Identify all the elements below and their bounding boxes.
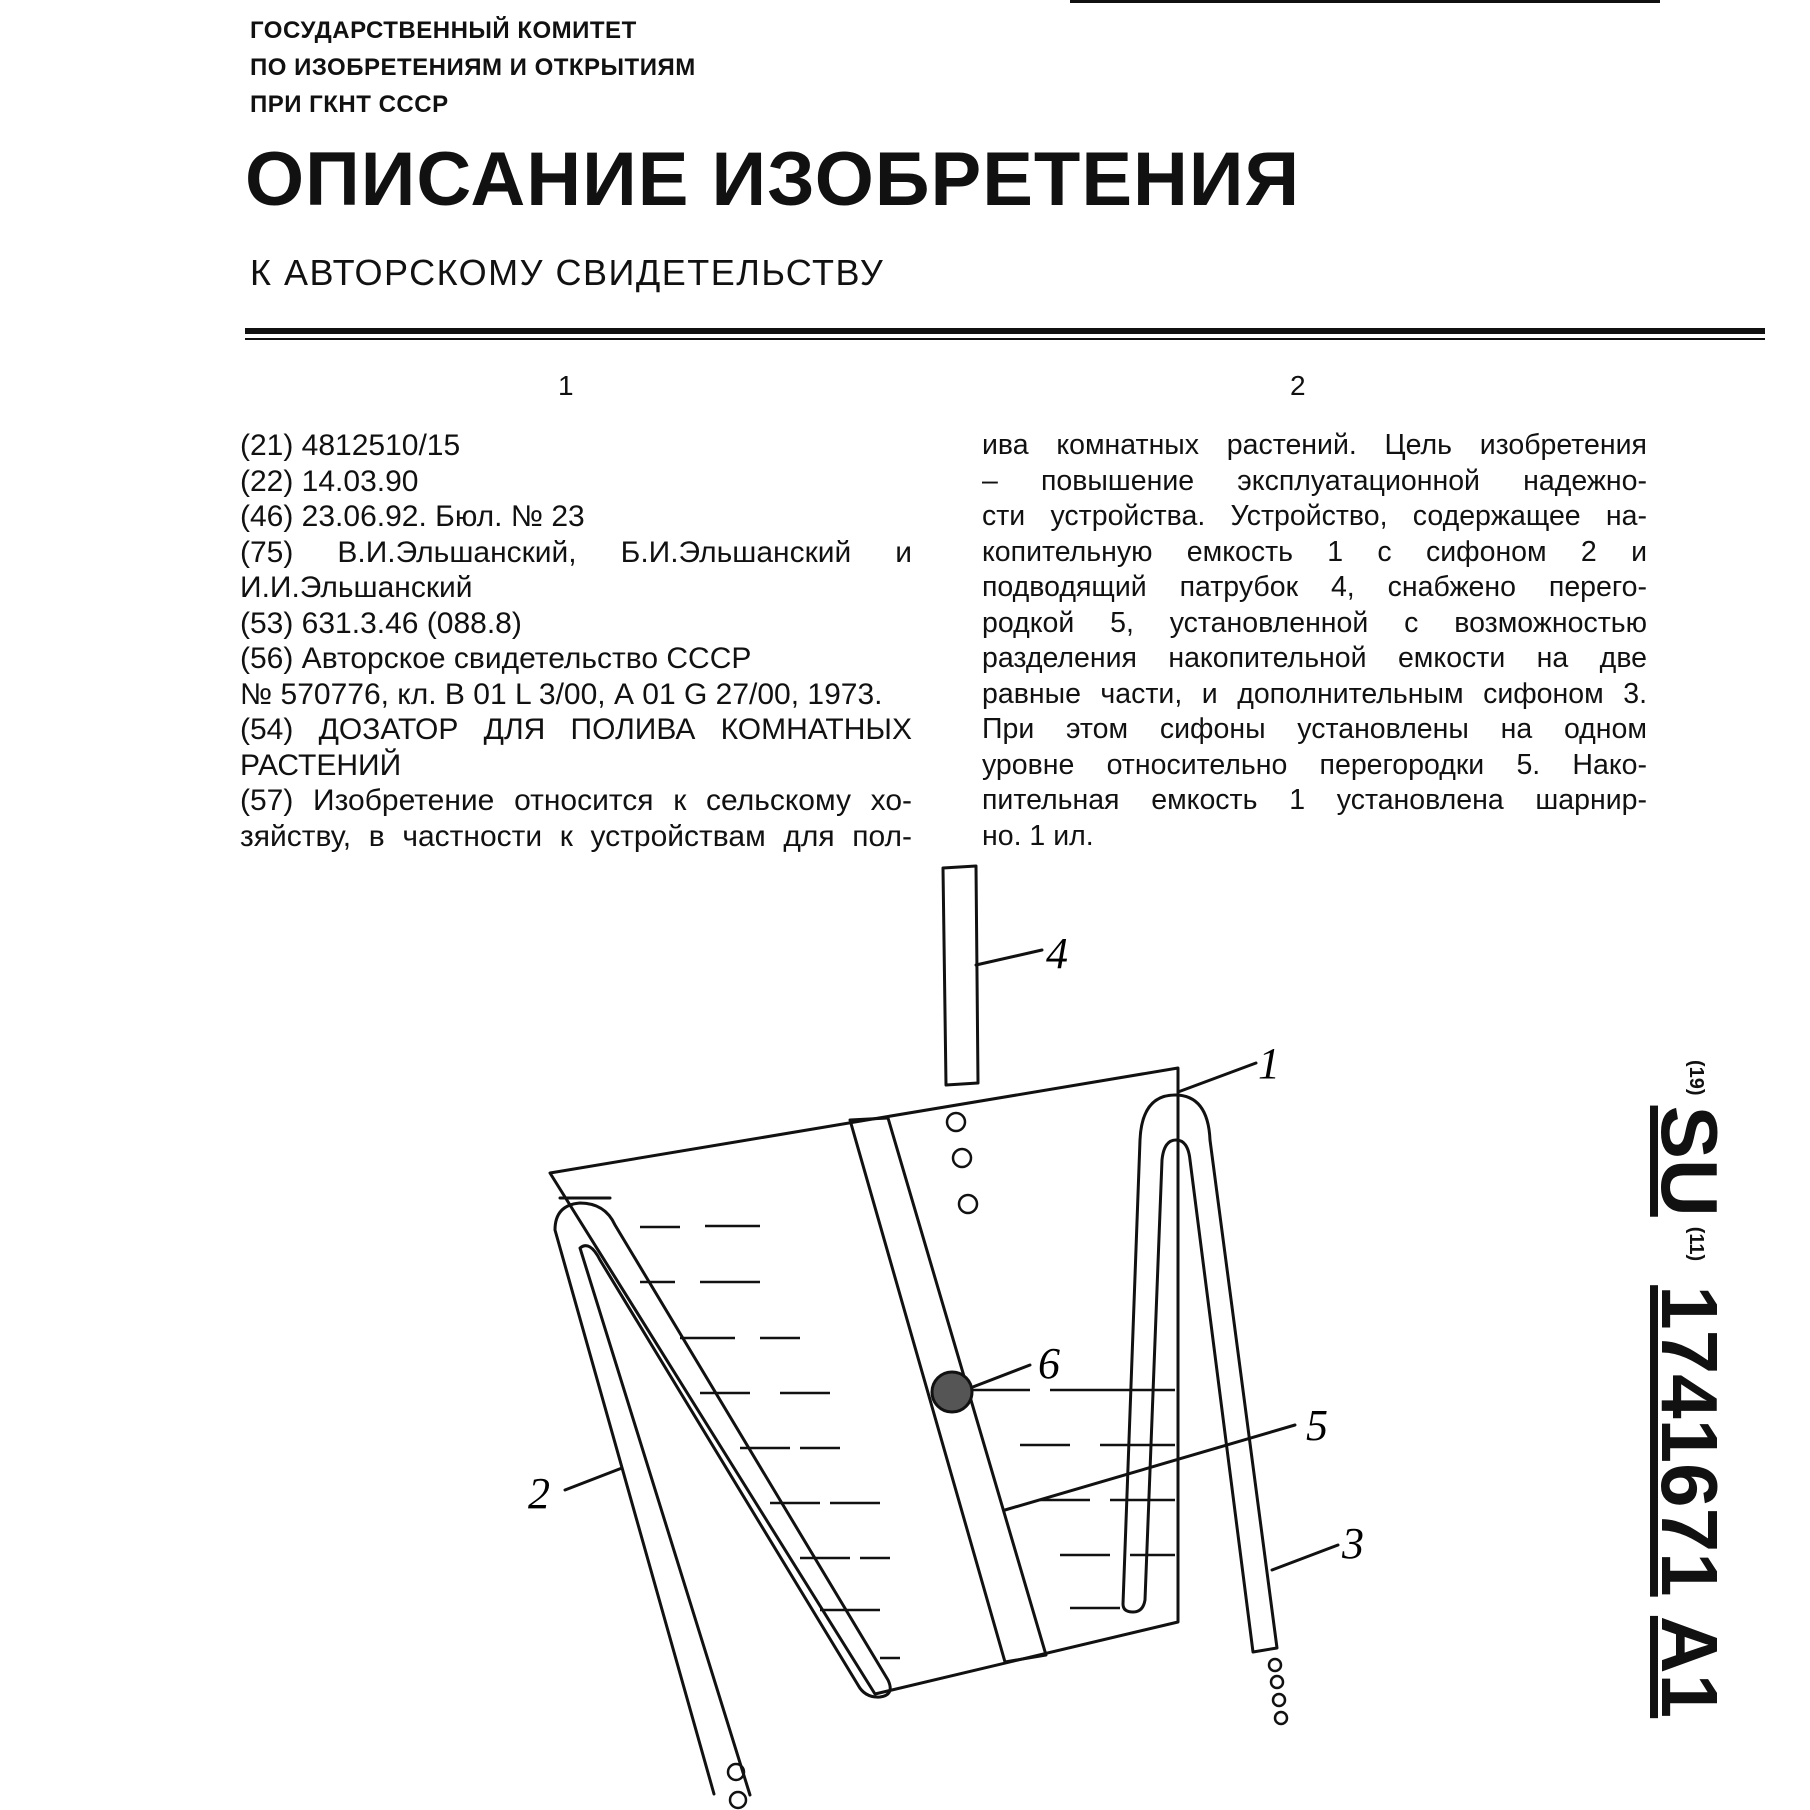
abstract-cont-line: разделения накопительной емкости на две	[982, 642, 1647, 674]
abstract-cont-line: ива комнатных растений. Цель изобретения	[982, 429, 1647, 461]
abstract-cont-line: равные части, и дополнительным сифоном 3.	[982, 677, 1647, 710]
bubble	[959, 1195, 977, 1213]
bubble	[1271, 1676, 1283, 1688]
country-code-label: (19)	[1684, 1060, 1707, 1096]
inventors-line-1: (75) В.И.Эльшанский, Б.И.Эльшанский и	[240, 535, 912, 569]
label-siphon: 2	[528, 1469, 550, 1518]
leader-3	[1272, 1545, 1338, 1570]
bubble	[953, 1149, 971, 1167]
committee-line-1: ГОСУДАРСТВЕННЫЙ КОМИТЕТ	[250, 17, 637, 44]
abstract-cont-line: уровне относительно перегородки 5. Нако-	[982, 748, 1647, 781]
inventors-line-2: И.И.Эльшанский	[240, 571, 473, 604]
abstract-cont-line: пительная емкость 1 установлена шарнир-	[982, 784, 1647, 816]
label-inlet-pipe: 4	[1046, 929, 1068, 978]
bubbles	[728, 1113, 1287, 1808]
container-outline	[550, 1068, 1178, 1694]
filing-date: (22) 14.03.90	[240, 464, 419, 498]
siphon-right	[1123, 1095, 1277, 1652]
inlet-pipe	[943, 866, 978, 1085]
label-partition: 5	[1306, 1401, 1328, 1450]
invention-title-line-2: РАСТЕНИЙ	[240, 748, 402, 782]
udc-code: (53) 631.3.46 (088.8)	[240, 606, 522, 640]
publication-date: (46) 23.06.92. Бюл. № 23	[240, 500, 585, 533]
committee-line-2: ПО ИЗОБРЕТЕНИЯМ И ОТКРЫТИЯМ	[250, 54, 696, 81]
abstract-cont-line: но. 1 ил.	[982, 819, 1094, 852]
abstract-line-1: (57) Изобретение относится к сельскому хо-	[240, 784, 912, 817]
label-ball: 6	[1038, 1339, 1060, 1388]
siphon-left	[555, 1203, 890, 1795]
abstract-cont-line: подводящий патрубок 4, снабжено перего-	[982, 571, 1647, 603]
number-code-label: (11)	[1684, 1226, 1707, 1262]
leader-4	[976, 950, 1042, 965]
leader-6	[965, 1365, 1030, 1390]
leader-2	[565, 1468, 622, 1490]
invention-title-line-1: (54) ДОЗАТОР ДЛЯ ПОЛИВА КОМНАТНЫХ	[240, 713, 912, 746]
ball	[932, 1372, 972, 1412]
water-hatching	[640, 1226, 1175, 1658]
column-number-left: 1	[558, 370, 574, 401]
label-container: 1	[1258, 1039, 1280, 1088]
bubble	[947, 1113, 965, 1131]
label-extra-siphon: 3	[1342, 1519, 1364, 1568]
column-number-right: 2	[1290, 370, 1306, 401]
abstract-cont-line: родкой 5, установленной с возможностью	[982, 606, 1647, 639]
bubble	[1275, 1712, 1287, 1724]
references-line-1: (56) Авторское свидетельство СССР	[240, 642, 752, 675]
abstract-line-2: зяйству, в частности к устройствам для пол-	[240, 819, 912, 853]
abstract-cont-line: При этом сифоны установлены на одном	[982, 713, 1647, 745]
patent-kind: A1	[1645, 1615, 1734, 1719]
abstract-cont-line: копительную емкость 1 с сифоном 2 и	[982, 535, 1647, 568]
references-line-2: № 570776, кл. В 01 L 3/00, А 01 G 27/00, 1973.	[240, 677, 883, 711]
application-number: (21) 4812510/15	[240, 429, 461, 462]
bubble	[1269, 1659, 1281, 1671]
bubble	[730, 1792, 746, 1808]
abstract-cont-line: сти устройства. Устройство, содержащее на-	[982, 500, 1647, 532]
leader-1	[1178, 1063, 1256, 1092]
abstract-cont-line: – повышение эксплуатационной надежно-	[982, 464, 1647, 497]
document-title: ОПИСАНИЕ ИЗОБРЕТЕНИЯ	[245, 137, 1301, 222]
country-code: SU	[1645, 1105, 1734, 1217]
bubble	[1273, 1694, 1285, 1706]
document-subtitle: К АВТОРСКОМУ СВИДЕТЕЛЬСТВУ	[250, 252, 885, 293]
patent-number: 1741671	[1645, 1285, 1734, 1597]
committee-line-3: ПРИ ГКНТ СССР	[250, 91, 449, 118]
